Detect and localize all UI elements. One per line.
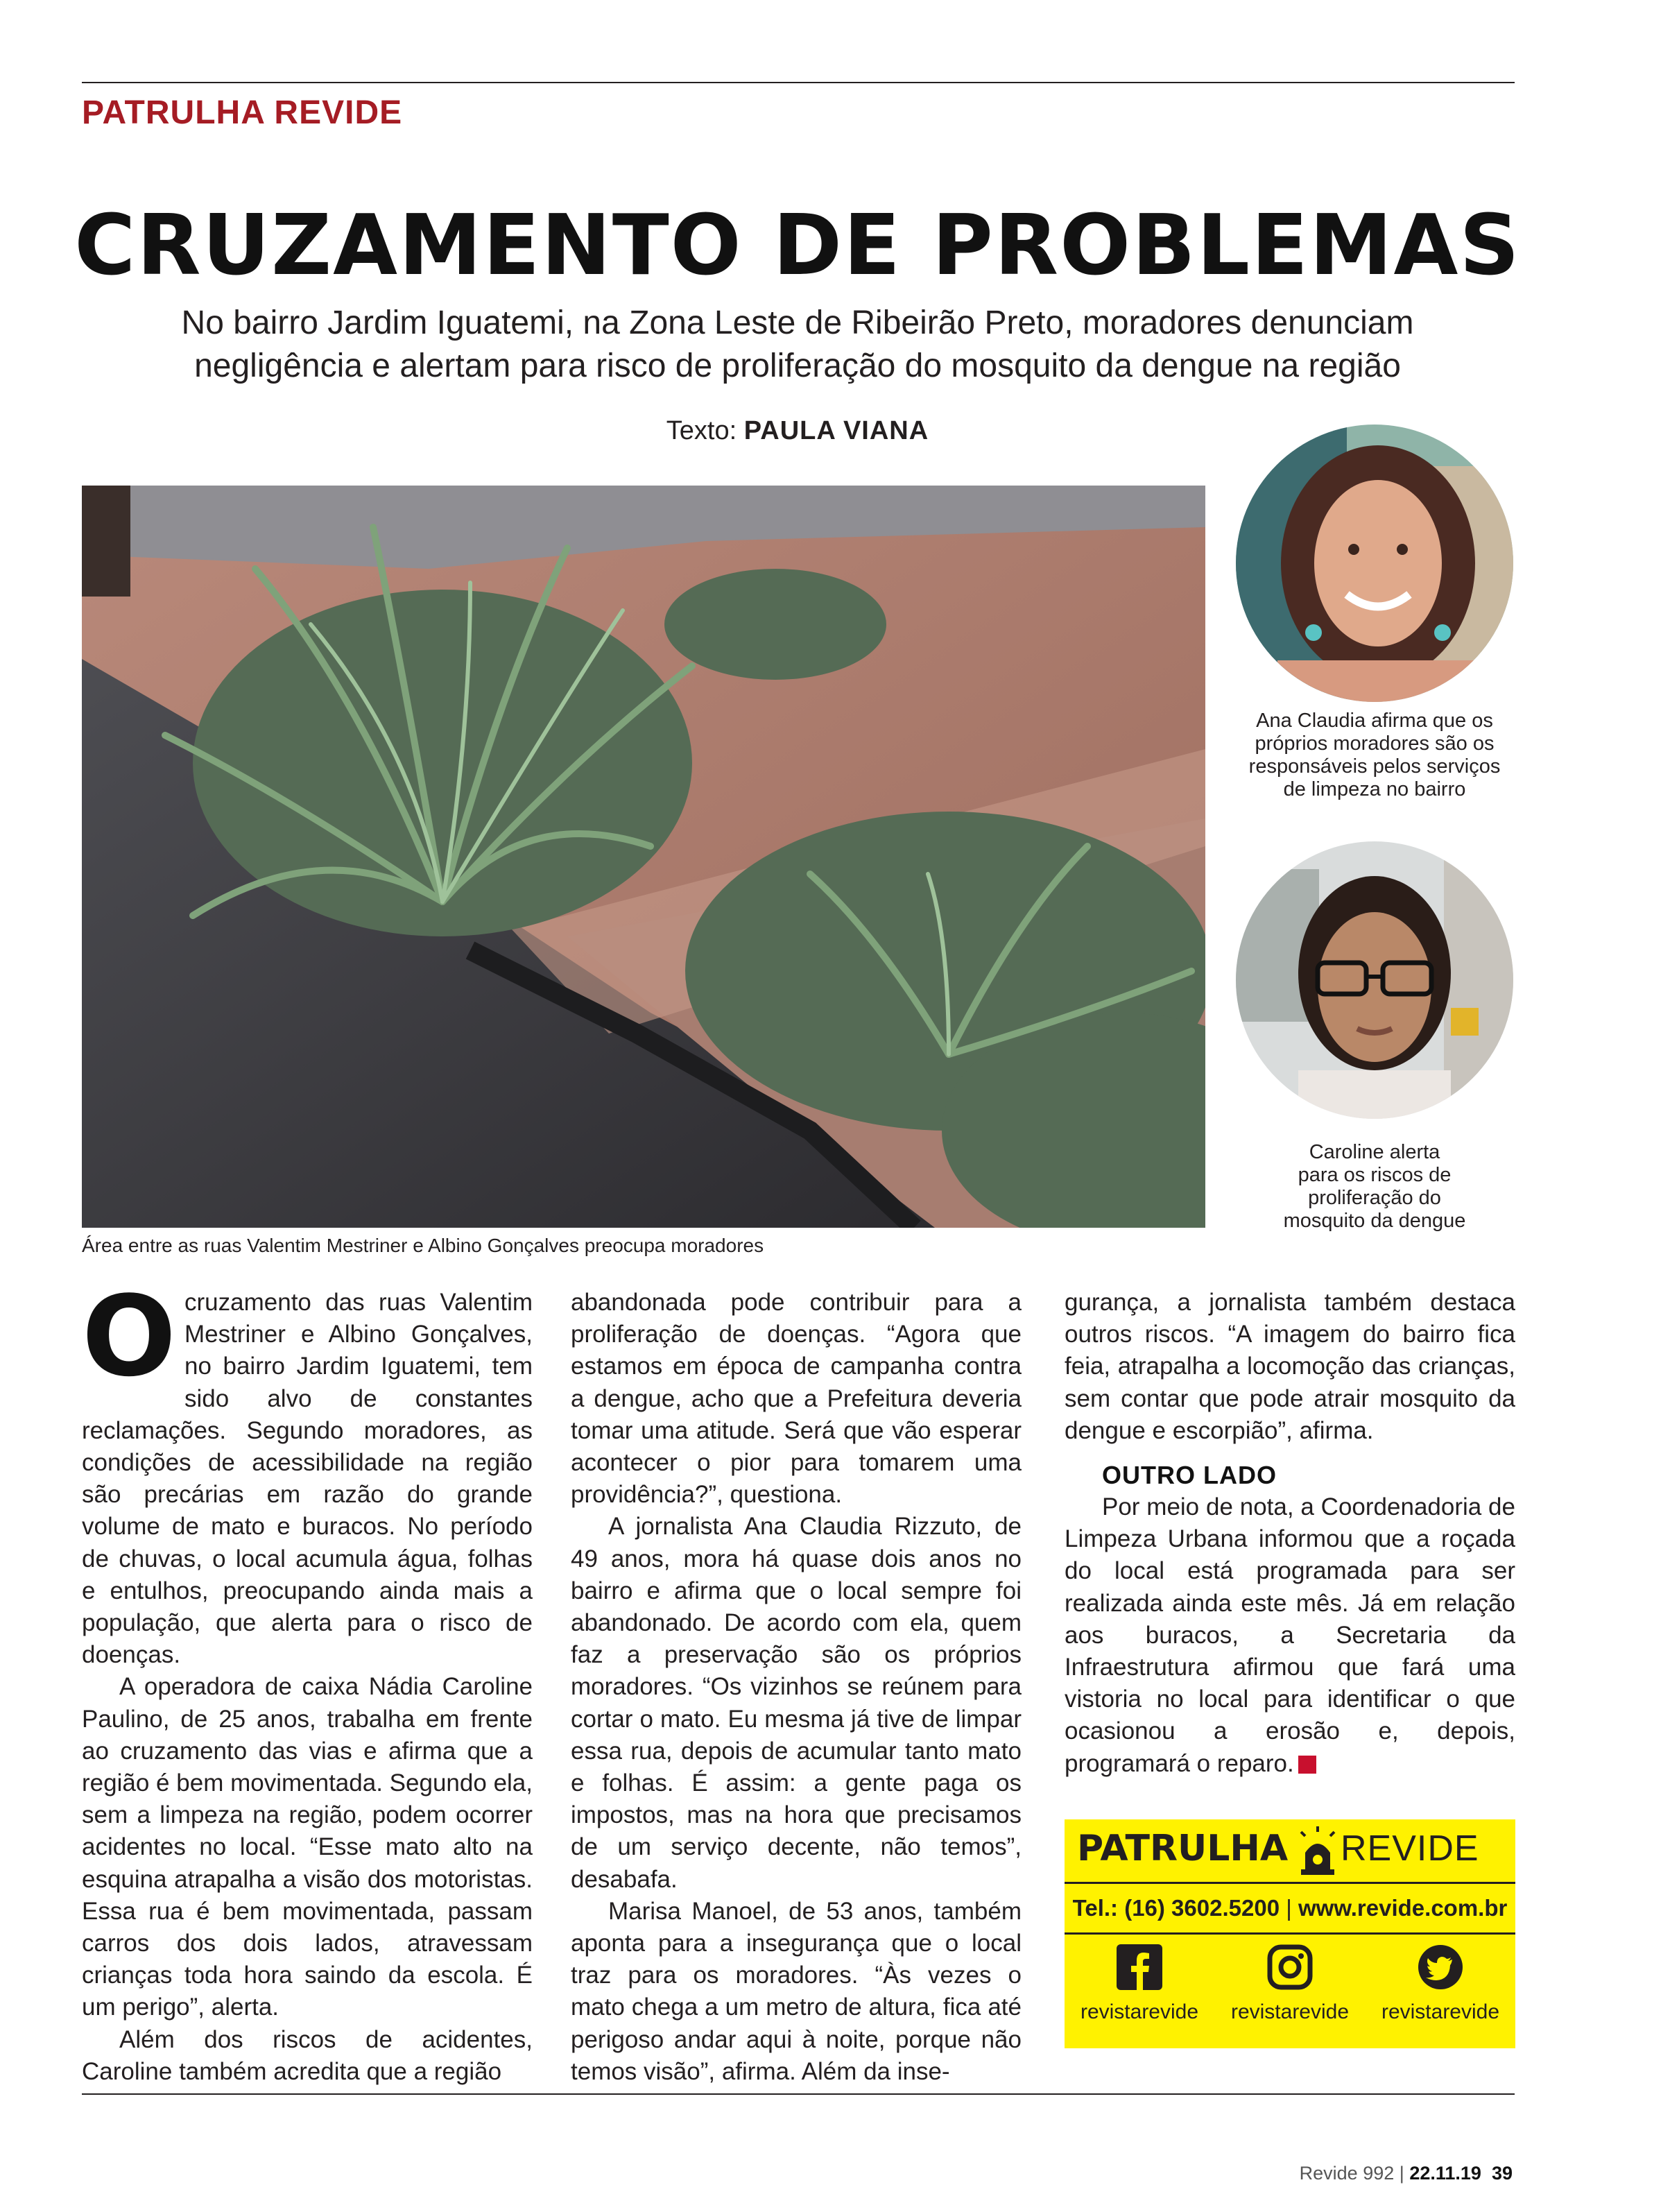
end-mark-icon: R xyxy=(1298,1756,1316,1774)
top-rule xyxy=(82,82,1515,83)
twitter-icon xyxy=(1418,1944,1463,1990)
facebook-handle: revistarevide xyxy=(1080,2000,1199,2023)
deck-line-2: negligência e alertam para risco de proliferação do mosquito da dengue na região xyxy=(194,348,1401,384)
paragraph-text: Por meio de nota, a Coordenadoria de Limpeza Urbana informou que a roçada do local está programada para ser realizada ainda este mês. Já em relação aos buracos, a Secretaria da Infraestrutura afirmou que fará uma vistoria no local para identificar o que ocasionou a erosão e, depois, programará o reparo. xyxy=(1065,1493,1515,1777)
social-twitter[interactable] xyxy=(1366,1944,1515,2024)
caption-line: Caroline alerta xyxy=(1309,1141,1440,1163)
deck-line-1: No bairro Jardim Iguatemi, na Zona Leste de Ribeirão Preto, moradores denunciam xyxy=(181,305,1414,341)
portrait-caroline xyxy=(1236,841,1513,1119)
paragraph: gurança, a jornalista também destaca outros riscos. “A imagem do bairro fica feia, atrapalha a locomoção das crianças, sem contar que pode atrair mosquito da dengue e escorpião”, afirma. xyxy=(1065,1289,1515,1444)
issue-number: Revide 992 xyxy=(1299,2163,1395,2184)
portrait-ana-claudia-illustration xyxy=(1236,425,1513,702)
twitter-handle: revistarevide xyxy=(1381,2000,1500,2023)
brand-patrulha: PATRULHA xyxy=(1077,1828,1289,1869)
article-column-3 xyxy=(1065,1287,1515,1780)
paragraph: Marisa Manoel, de 53 anos, também aponta para a insegurança que o local traz para os moradores. “Às vezes o mato chega a um metro de altura, fica até perigoso andar aqui à noite, porque não temos visão”, afirma. Além da inse- xyxy=(571,1897,1022,2085)
caption-line: para os riscos de xyxy=(1298,1164,1452,1186)
portrait-ana-claudia-caption xyxy=(1222,710,1527,801)
caption-line: proliferação do xyxy=(1308,1187,1441,1209)
page-number: 39 xyxy=(1491,2163,1513,2184)
caption-line: de limpeza no bairro xyxy=(1283,778,1466,800)
phone-label: Tel.: xyxy=(1072,1895,1119,1921)
caption-line: mosquito da dengue xyxy=(1283,1210,1466,1232)
footer-separator: | xyxy=(1399,2163,1404,2184)
page-footer xyxy=(1300,2163,1513,2184)
subhead-outro-lado: OUTRO LADO xyxy=(1102,1461,1277,1490)
phone-number[interactable]: (16) 3602.5200 xyxy=(1124,1895,1280,1921)
paragraph: A operadora de caixa Nádia Caroline Paulino, de 25 anos, trabalha em frente ao cruzamento das vias e afirma que a região é bem movimentada. Segundo ela, sem a limpeza na região, podem ocorrer acidentes no local. “Esse mato alto na esquina atrapalha a visão dos motoristas. Essa rua é bem movimentada, passam carros dos dois lados, atravessam crianças toda hora saindo da escola. É um perigo”, alerta. xyxy=(82,1673,533,2021)
deck xyxy=(104,302,1491,388)
box-brand xyxy=(1065,1819,1515,1884)
paragraph-text: cruzamento das ruas Valentim Mestriner e Albino Gonçalves, no bairro Jardim Iguatemi, tem sido alvo de constantes reclamações. Segundo moradores, as condições de acessibilidade na região são precárias em razão do grande volume de mato e buracos. No período de chuvas, o local acumula água, folhas e entulhos, preocupando ainda mais a população, que alerta para o risco de doenças. xyxy=(82,1289,533,1669)
paragraph: Além dos riscos de acidentes, Caroline também acredita que a região xyxy=(82,2025,533,2085)
article-column-1 xyxy=(82,1271,533,2088)
drop-cap: O xyxy=(82,1271,177,1401)
brand-revide: REVIDE xyxy=(1341,1828,1479,1869)
contact-separator: | xyxy=(1286,1895,1292,1921)
section-label: PATRULHA REVIDE xyxy=(82,94,403,131)
social-instagram[interactable] xyxy=(1215,1944,1365,2024)
caption-line: Ana Claudia afirma que os xyxy=(1256,710,1493,732)
portrait-caroline-illustration xyxy=(1236,841,1513,1119)
facebook-icon xyxy=(1117,1944,1162,1990)
paragraph: A jornalista Ana Claudia Rizzuto, de 49 anos, mora há quase dois anos no bairro e afirma que o local sempre foi abandonado. De acordo com ela, quem faz a preservação são os próprios moradores. “Os vizinhos se reúnem para cortar o mato. Eu mesma já tive de limpar essa rua, depois de acumular tanto mato e folhas. É assim: a gente paga os impostos, mas na hora que precisamos de um serviço decente, não temos”, desabafa. xyxy=(571,1513,1022,1893)
box-contact xyxy=(1065,1884,1515,1935)
instagram-icon xyxy=(1267,1944,1313,1990)
caption-line: responsáveis pelos serviços xyxy=(1248,755,1501,778)
main-photo-illustration xyxy=(82,486,1205,1228)
paragraph xyxy=(1065,1491,1515,1780)
byline-prefix: Texto: xyxy=(666,416,737,445)
main-photo xyxy=(82,486,1205,1228)
social-facebook[interactable] xyxy=(1065,1944,1214,2024)
patrulha-revide-box xyxy=(1065,1819,1515,2048)
portrait-caroline-caption xyxy=(1222,1141,1527,1233)
paragraph xyxy=(82,1271,533,1671)
portrait-ana-claudia xyxy=(1236,425,1513,702)
article-column-2 xyxy=(571,1287,1022,2088)
instagram-handle: revistarevide xyxy=(1230,2000,1350,2023)
bottom-rule xyxy=(82,2093,1515,2095)
paragraph: abandonada pode contribuir para a proliferação de doenças. “Agora que estamos em época de campanha contra a dengue, acho que a Prefeitura deveria tomar uma atitude. Será que vão esperar acontecer o pior para tomarem uma providência?”, questiona. xyxy=(571,1289,1022,1509)
issue-date: 22.11.19 xyxy=(1409,2163,1481,2184)
siren-icon xyxy=(1297,1825,1338,1876)
main-photo-caption: Área entre as ruas Valentim Mestriner e Albino Gonçalves preocupa moradores xyxy=(82,1235,764,1256)
website-link[interactable]: www.revide.com.br xyxy=(1298,1895,1508,1921)
caption-line: próprios moradores são os xyxy=(1255,732,1495,755)
headline: CRUZAMENTO DE PROBLEMAS xyxy=(74,198,1521,294)
byline-author: PAULA VIANA xyxy=(743,416,929,445)
